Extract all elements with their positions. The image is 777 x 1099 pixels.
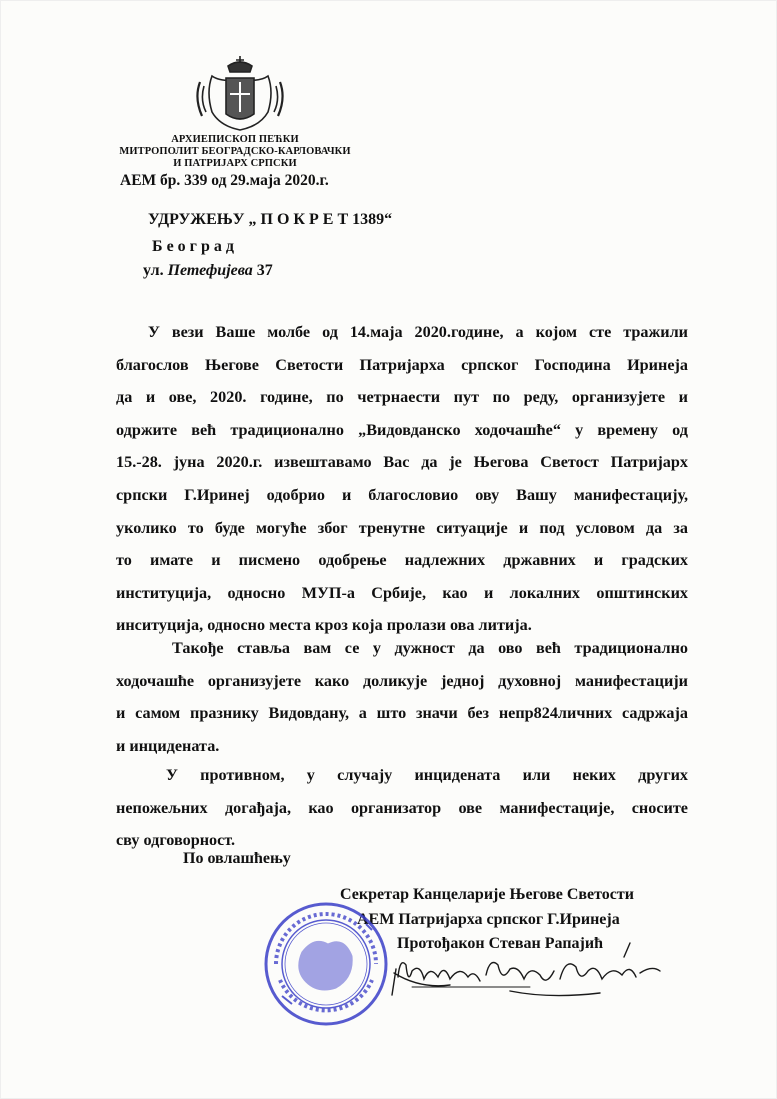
paragraph-1-line: да и ове, 2020. године, по четрнаести пут по реду, организујете и xyxy=(116,388,688,407)
paragraph-2-line: ходочашће организујете како доликује једној духовној манифестацији xyxy=(116,671,688,690)
paragraph-3-line: непожељних догађаја, као организатор ове манифестације, сносите xyxy=(116,798,688,817)
street-number: 37 xyxy=(252,262,273,279)
recipient-city: Б е о г р а д xyxy=(152,238,234,255)
paragraph-2-line: и самом празнику Видовдану, а што значи без непр824личних садржаја xyxy=(116,704,688,723)
recipient-name: УДРУЖЕЊУ „ П О К Р Е Т 1389“ xyxy=(148,211,393,228)
paragraph-2 xyxy=(116,632,688,762)
letterhead-line-2: МИТРОПОЛИТ БЕОГРАДСКО-КАРЛОВАЧКИ xyxy=(119,146,351,157)
paragraph-1-line: благослов Његове Светости Патријарха српског Господина Иринеја xyxy=(116,355,688,374)
paragraph-2-line: Такође ставља вам се у дужност да ово већ традиционално xyxy=(172,639,688,657)
letterhead-line-1: АРХИЕПИСКОП ПЕЋКИ xyxy=(171,134,299,145)
handwritten-signature-icon xyxy=(390,935,670,1010)
patriarchate-crest-icon xyxy=(190,52,290,132)
signer-name: Протођакон Стеван Рапајић xyxy=(397,935,603,952)
paragraph-2-line: и инцидената. xyxy=(116,736,220,755)
paragraph-1-line: инситуција, односно места кроз која пролази ова литија. xyxy=(116,616,532,635)
authorization-line: По овлашћењу xyxy=(183,850,291,867)
paragraph-1-line: институција, односно МУП-а Србије, као и локалних општинских xyxy=(116,583,688,602)
signer-title-2: АЕМ Патријарха српског Г.Иринеја xyxy=(357,911,620,928)
reference-number: АЕМ бр. 339 од 29.маја 2020.г. xyxy=(120,172,329,189)
paragraph-1 xyxy=(116,316,688,642)
paragraph-1-line: У вези Ваше молбе од 14.маја 2020.године, а којом сте тражили xyxy=(148,323,688,341)
paragraph-3-line: сву одговорност. xyxy=(116,831,236,850)
paragraph-3-line: У противном, у случају инцидената или неких других xyxy=(166,766,688,784)
paragraph-1-line: то имате и писмено одобрење надлежних државних и градских xyxy=(116,551,688,570)
paragraph-1-line: уколико то буде могуће због тренутне ситуације и под условом да за xyxy=(116,518,688,537)
street-name: Петефијева xyxy=(167,262,253,279)
paragraph-1-line: српски Г.Иринеј одобрио и благословио ову Вашу манифестацију, xyxy=(116,485,688,504)
paragraph-3 xyxy=(116,759,688,857)
paragraph-1-line: 15.-28. јуна 2020.г. извештавамо Вас да је Његова Светост Патријарх xyxy=(116,453,688,472)
street-prefix: ул. xyxy=(143,262,168,279)
signer-title-1: Секретар Канцеларије Његове Светости xyxy=(340,886,634,903)
official-stamp-icon xyxy=(262,900,390,1028)
paragraph-1-line: одржите већ традиционално „Видовданско ходочашће“ у времену од xyxy=(116,420,688,439)
recipient-street xyxy=(143,262,273,280)
letterhead-line-3: И ПАТРИЈАРХ СРПСКИ xyxy=(173,158,297,169)
